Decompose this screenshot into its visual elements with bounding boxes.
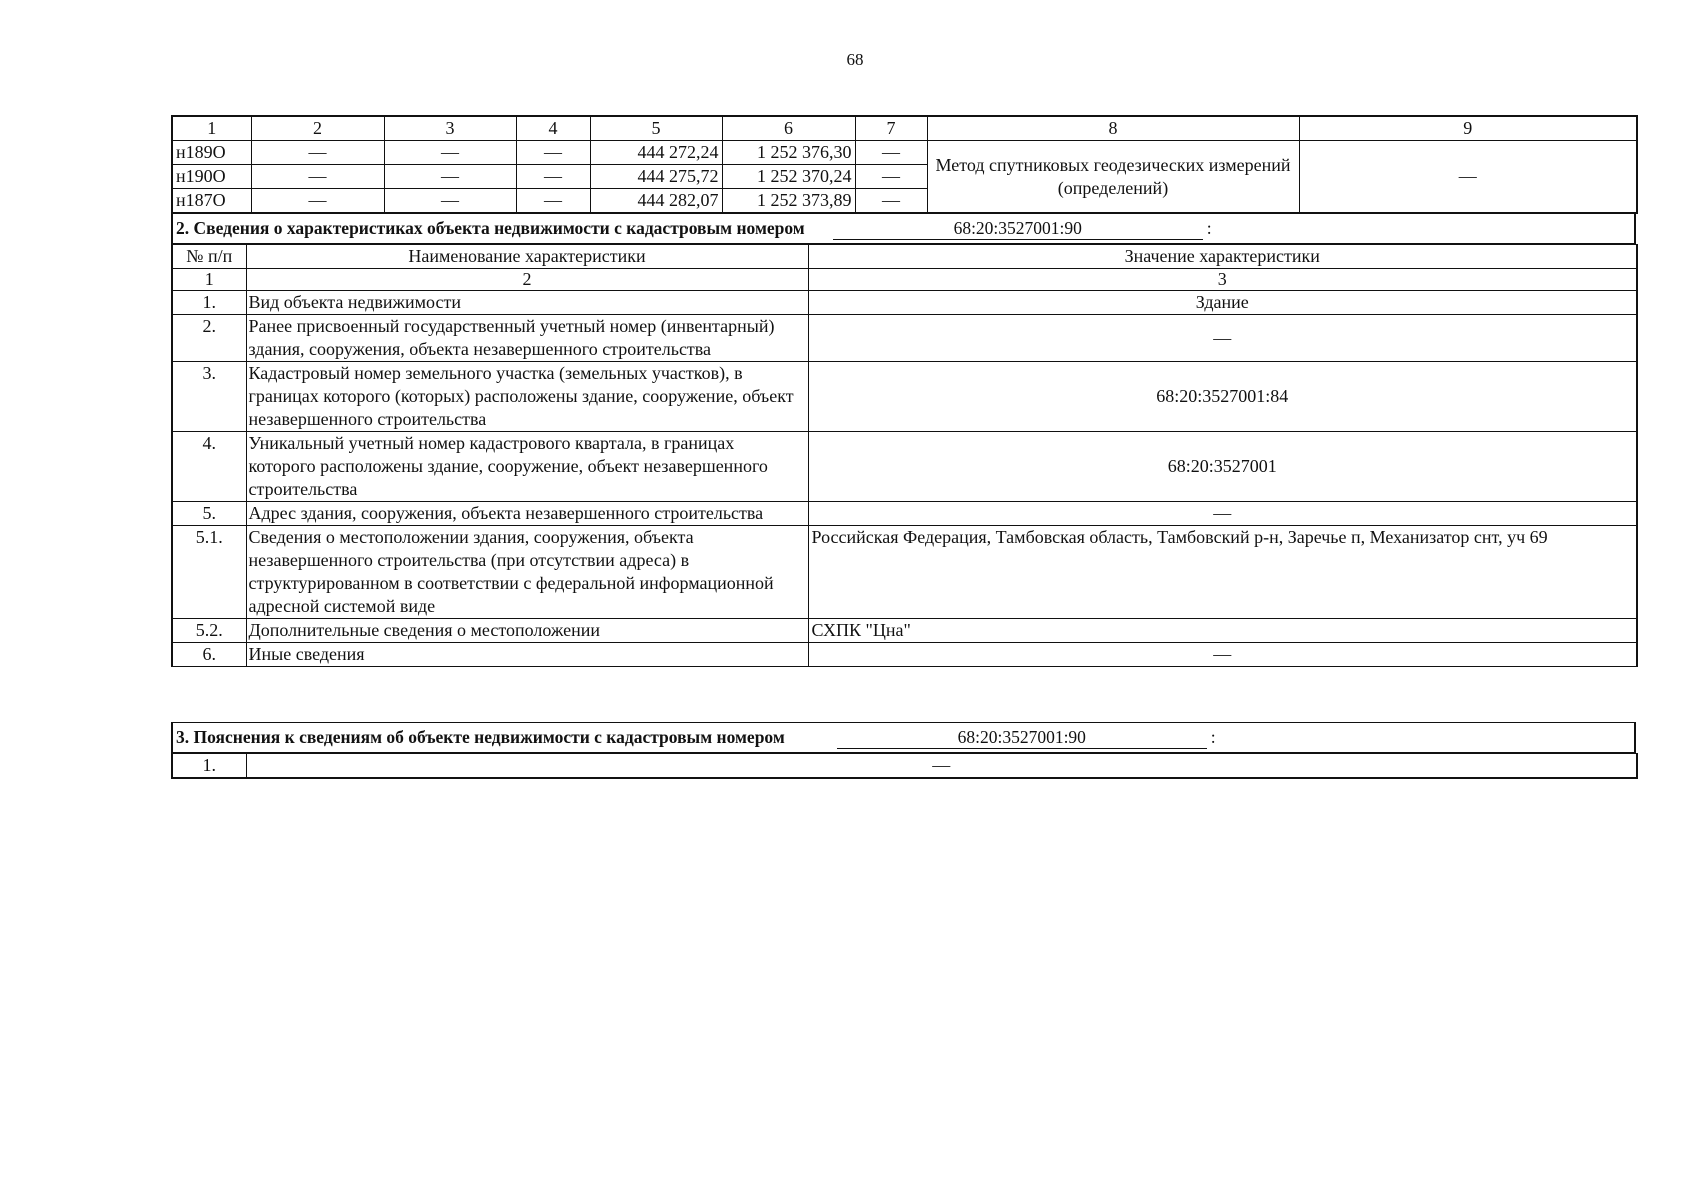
characteristic-name: Дополнительные сведения о местоположении [246,619,808,643]
column-header: 9 [1299,116,1637,141]
point-name: н187О [172,189,251,214]
table-cell: — [855,189,927,214]
column-header: Наименование характеристики [246,245,808,269]
table-cell: — [384,141,516,165]
row-number: 5.2. [172,619,246,643]
table-row [172,291,1637,315]
column-header: 1 [172,116,251,141]
point-name: н189О [172,141,251,165]
characteristic-name: Сведения о местоположении здания, сооружения, объекта незавершенного строительства (при отсутствии адреса) в структурированном в соответствии с федеральной информационной адресной системой виде [246,526,808,619]
column-index: 3 [808,269,1637,291]
method-cell: Метод спутниковых геодезических измерений (определений) [927,141,1299,214]
coordinate-y: 1 252 370,24 [722,165,855,189]
column-header: 2 [251,116,384,141]
table-cell: — [1299,141,1637,214]
row-number: 5. [172,502,246,526]
characteristic-value: 68:20:3527001 [808,432,1637,502]
column-header: № п/п [172,245,246,269]
section3-title: 3. Пояснения к сведениям об объекте недвижимости с кадастровым номером [176,727,785,747]
table-cell: — [516,165,590,189]
section2-cadastral-number: 68:20:3527001:90 [833,217,1203,240]
section2-colon: : [1206,218,1212,238]
characteristic-name: Ранее присвоенный государственный учетный номер (инвентарный) здания, сооружения, объекта незавершенного строительства [246,315,808,362]
characteristic-value: — [808,315,1637,362]
page-number: 68 [846,50,864,69]
table-row [172,643,1637,667]
row-number: 2. [172,315,246,362]
table-cell: — [516,189,590,214]
table-cell: — [251,189,384,214]
section3-cadastral-number: 68:20:3527001:90 [837,726,1207,749]
coordinates-table [171,115,1638,214]
column-index: 1 [172,269,246,291]
section2-heading-table [171,213,1636,244]
row-number: 3. [172,362,246,432]
characteristic-name: Адрес здания, сооружения, объекта незавершенного строительства [246,502,808,526]
characteristic-value: — [808,502,1637,526]
table-cell: — [855,141,927,165]
coordinate-x: 444 282,07 [590,189,722,214]
column-header: 8 [927,116,1299,141]
table-row [172,432,1637,502]
characteristic-value: — [808,643,1637,667]
coordinate-x: 444 272,24 [590,141,722,165]
characteristics-table [171,244,1638,667]
coordinate-y: 1 252 373,89 [722,189,855,214]
column-header: 3 [384,116,516,141]
characteristics-header-row [172,245,1637,269]
characteristic-value: 68:20:3527001:84 [808,362,1637,432]
section2-heading [172,214,1635,244]
column-header: 4 [516,116,590,141]
table-row [172,619,1637,643]
coordinate-y: 1 252 376,30 [722,141,855,165]
column-header: 5 [590,116,722,141]
note-text: — [246,754,1637,779]
section3-heading-table [171,722,1636,753]
row-number: 5.1. [172,526,246,619]
coordinate-x: 444 275,72 [590,165,722,189]
table-cell: — [384,189,516,214]
section3-heading [172,723,1635,753]
table-cell: — [384,165,516,189]
table-row [172,141,1637,165]
characteristic-name: Кадастровый номер земельного участка (земельных участков), в границах которого (которых) расположены здание, сооружение, объект незавершенного строительства [246,362,808,432]
table-cell: — [516,141,590,165]
table-row [172,315,1637,362]
row-number: 6. [172,643,246,667]
coordinates-header-row [172,116,1637,141]
table-row [172,362,1637,432]
table-row [172,754,1637,779]
table-row [172,526,1637,619]
row-number: 1. [172,754,246,779]
section3-colon: : [1210,727,1216,747]
table-cell: — [855,165,927,189]
column-header: 7 [855,116,927,141]
characteristic-value: СХПК "Цна" [808,619,1637,643]
table-row [172,502,1637,526]
row-number: 1. [172,291,246,315]
characteristic-name: Уникальный учетный номер кадастрового квартала, в границах которого расположены здание, сооружение, объект незавершенного строительства [246,432,808,502]
column-header: 6 [722,116,855,141]
column-index: 2 [246,269,808,291]
notes-table [171,753,1638,779]
characteristic-value: Российская Федерация, Тамбовская область, Тамбовский р-н, Заречье п, Механизатор снт, уч 69 [808,526,1637,619]
characteristic-name: Вид объекта недвижимости [246,291,808,315]
table-cell: — [251,141,384,165]
point-name: н190О [172,165,251,189]
characteristics-index-row [172,269,1637,291]
column-header: Значение характеристики [808,245,1637,269]
characteristic-value: Здание [808,291,1637,315]
section2-title: 2. Сведения о характеристиках объекта недвижимости с кадастровым номером [176,218,805,238]
table-cell: — [251,165,384,189]
characteristic-name: Иные сведения [246,643,808,667]
row-number: 4. [172,432,246,502]
